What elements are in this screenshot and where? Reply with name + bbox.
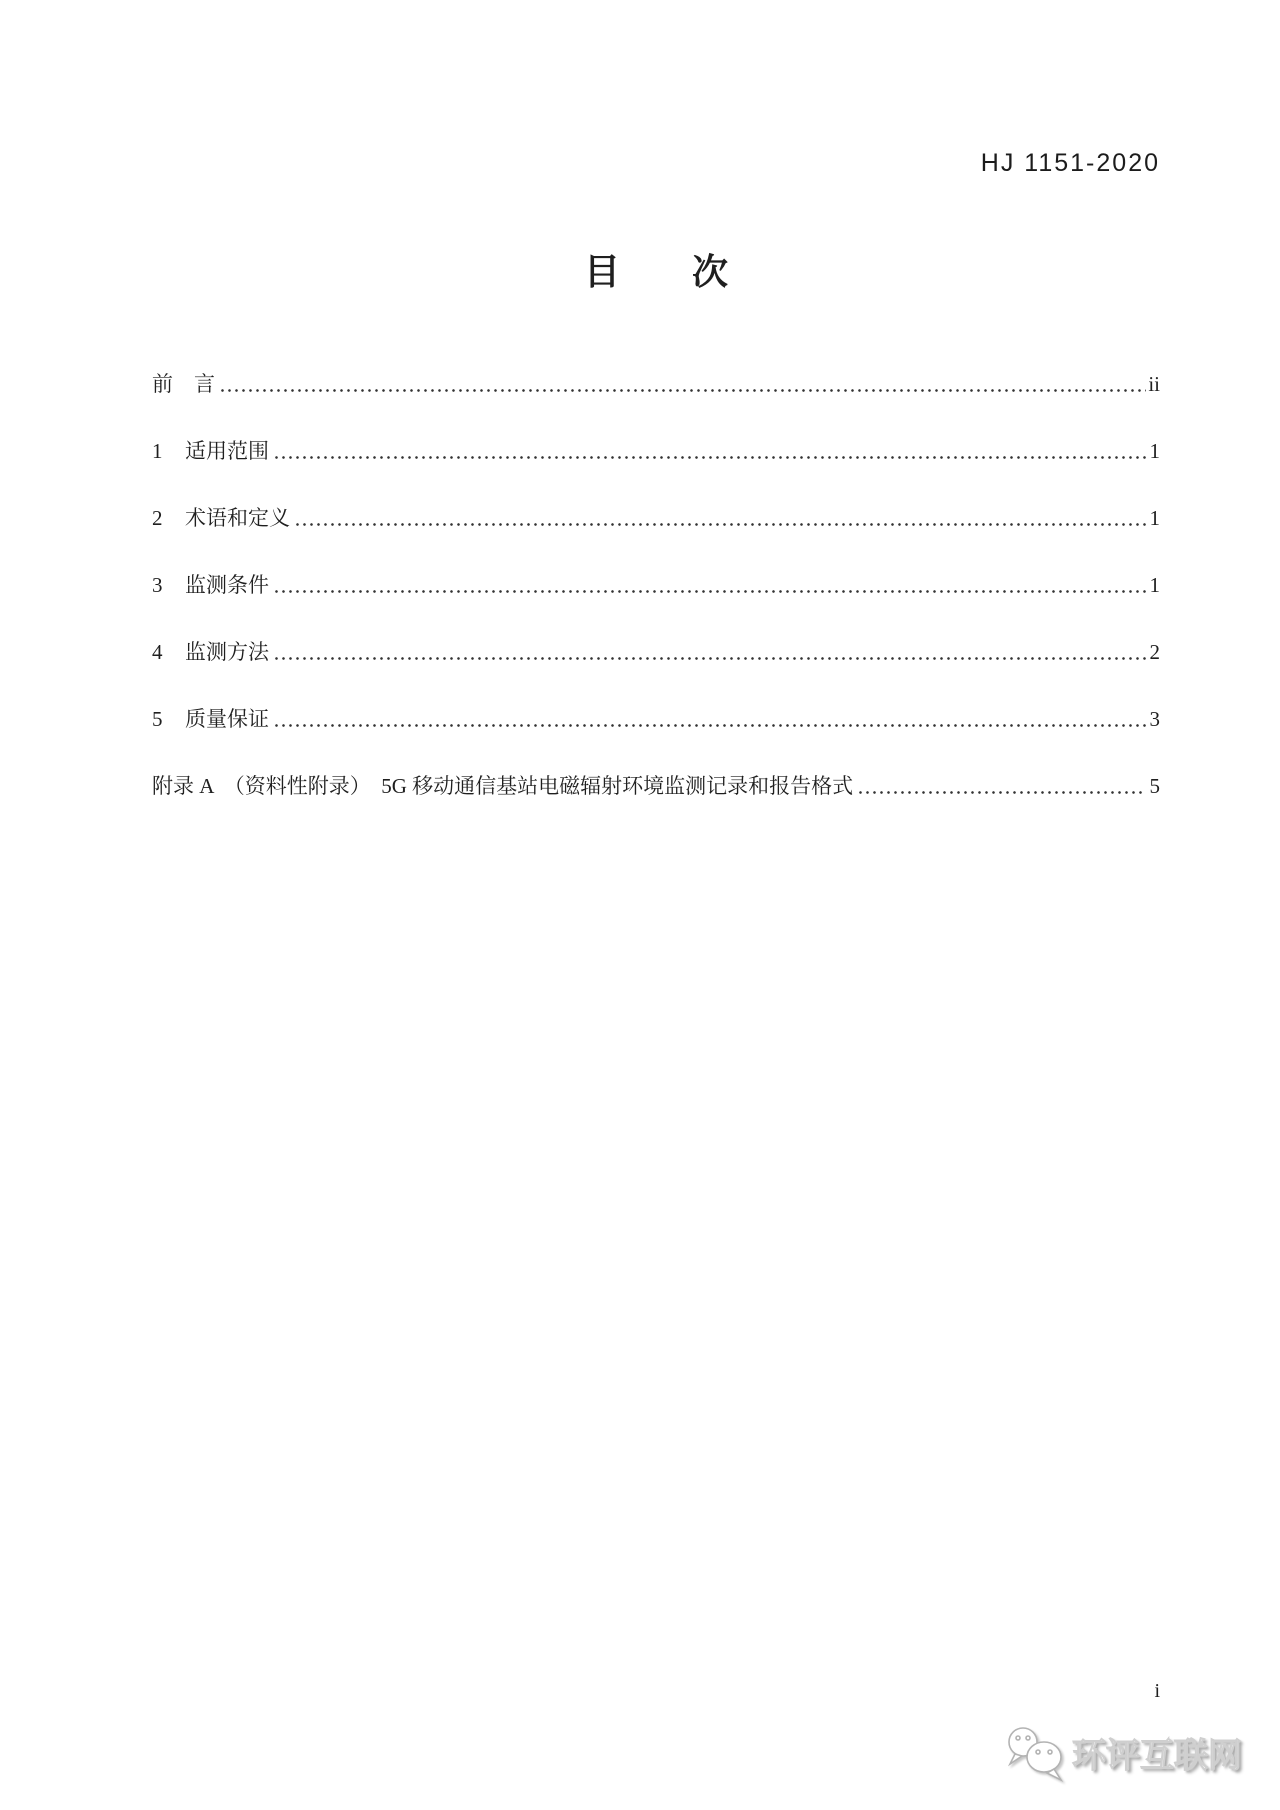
toc-page-number: 5 (1149, 774, 1160, 798)
toc-page-number: 1 (1149, 573, 1160, 597)
toc-row (152, 440, 1160, 462)
watermark-text: 环评互联网 (1072, 1737, 1242, 1775)
toc-row (152, 641, 1160, 663)
dot-leader (275, 724, 1146, 727)
toc-item-number: 2 (152, 506, 163, 530)
standard-number: HJ 1151-2020 (980, 149, 1160, 177)
toc-item-number: 3 (152, 573, 163, 597)
toc-item-number: 5 (152, 707, 163, 731)
toc-row (152, 507, 1160, 529)
toc-row (152, 574, 1160, 596)
dot-leader (275, 657, 1146, 660)
dot-leader (296, 523, 1146, 526)
dot-leader (859, 791, 1146, 794)
toc-page-number: 1 (1149, 439, 1160, 463)
folio-page-number: i (1154, 1680, 1160, 1702)
toc-row (152, 373, 1160, 395)
page-title: 目 次 (583, 252, 728, 292)
toc-item-label: 监测方法 (185, 640, 269, 664)
toc-item-number: 1 (152, 439, 163, 463)
toc-item-label: 附录 A （资料性附录） 5G 移动通信基站电磁辐射环境监测记录和报告格式 (152, 774, 854, 798)
toc-page-number: 1 (1149, 506, 1160, 530)
watermark (1004, 1726, 1242, 1787)
toc-item-label: 前 言 (152, 372, 215, 396)
toc-page-number: ii (1148, 372, 1160, 396)
toc-item-number: 4 (152, 640, 163, 664)
toc-item-label: 质量保证 (185, 707, 269, 731)
dot-leader (275, 456, 1146, 459)
toc-item-label: 监测条件 (185, 573, 269, 597)
toc-page-number: 3 (1149, 707, 1160, 731)
toc-item-label: 术语和定义 (185, 506, 290, 530)
table-of-contents (152, 373, 1160, 842)
toc-item-label: 适用范围 (185, 439, 269, 463)
dot-leader (275, 590, 1146, 593)
wechat-chat-bubbles-icon (1004, 1726, 1066, 1787)
toc-page-number: 2 (1149, 640, 1160, 664)
toc-row (152, 775, 1160, 797)
dot-leader (221, 389, 1146, 392)
toc-row (152, 708, 1160, 730)
